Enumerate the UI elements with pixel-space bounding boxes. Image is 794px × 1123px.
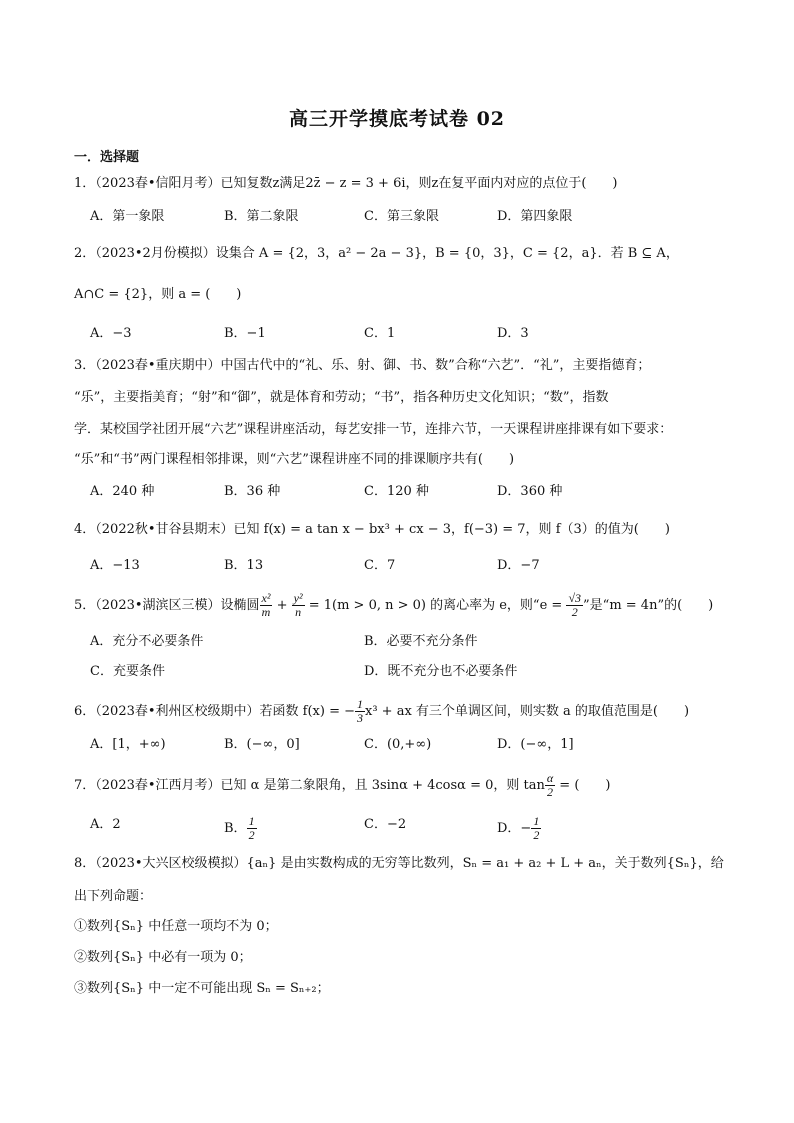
q5-mid: = 1(m > 0, n > 0) 的离心率为 e，则“e =: [304, 598, 567, 613]
q7-frac-den: 2: [547, 785, 554, 799]
q2-option-b: B．−1: [224, 326, 266, 341]
question-7: [74, 772, 734, 799]
q5-frac3-num: √3: [568, 591, 582, 605]
q7-option-d: [497, 815, 541, 842]
question-3-line-1: 3．（2023春•重庆期中）中国古代中的“礼、乐、射、御、书、数”合称“六艺”．“礼”，主要指德育；: [74, 358, 651, 373]
q4-option-a: A．−13: [90, 558, 140, 573]
q5-frac2-num: y²: [293, 591, 303, 605]
q5-plus: +: [272, 598, 292, 613]
q3-option-d: D．360 种: [497, 484, 563, 499]
q6-option-c: C．(0,+∞): [364, 737, 432, 752]
q2-option-c: C．1: [364, 326, 396, 341]
question-8-line-1: 8．（2023•大兴区校级模拟）{aₙ} 是由实数构成的无穷等比数列，Sₙ = a₁ + a₂ + L + aₙ，关于数列{Sₙ}，给: [74, 856, 724, 871]
q5-suffix: ”是“m = 4n”的( ): [583, 598, 714, 613]
question-8-line-2: 出下列命题：: [74, 889, 153, 904]
q4-option-b: B．13: [224, 558, 264, 573]
q6-option-a: A．[1，+∞): [90, 737, 166, 752]
q3-option-b: B．36 种: [224, 484, 281, 499]
q7-option-d-den: 2: [533, 828, 540, 842]
q7-option-b: [224, 815, 257, 842]
q6-option-b: B．(−∞，0]: [224, 737, 300, 752]
q5-option-c: C．充要条件: [90, 664, 165, 679]
section-heading: 一．选择题: [74, 150, 140, 165]
q7-option-c: C．−2: [364, 817, 407, 832]
q5-option-a: A．充分不必要条件: [90, 634, 204, 649]
q1-option-d: D．第四象限: [497, 209, 573, 224]
q5-fraction-e: [566, 592, 583, 619]
q6-frac-num: 1: [357, 697, 363, 711]
q8-statement-2: ②数列{Sₙ} 中必有一项为 0；: [74, 950, 252, 965]
q4-option-d: D．−7: [497, 558, 540, 573]
q6-suffix: x³ + ax 有三个单调区间，则实数 a 的取值范围是( ): [365, 704, 690, 719]
q1-option-a: A．第一象限: [90, 209, 165, 224]
page-title: 高三开学摸底考试卷 02: [288, 108, 506, 130]
q6-option-d: D．(−∞，1]: [497, 737, 574, 752]
question-5: [74, 592, 734, 619]
question-3-line-4: “乐”和“书”两门课程相邻排课，则“六艺”课程讲座不同的排课顺序共有( ): [74, 452, 515, 467]
q3-option-a: A．240 种: [90, 484, 155, 499]
q5-fraction-y: [292, 592, 305, 619]
q7-option-d-fraction: [531, 815, 541, 842]
question-3-line-2: “乐”，主要指美育；“射”和“御”，就是体育和劳动；“书”，指各种历史文化知识；“数”，指数: [74, 390, 609, 405]
q7-option-b-fraction: [247, 815, 257, 842]
question-2-line-2: A∩C = {2}，则 a = ( ): [74, 287, 242, 302]
q3-option-c: C．120 种: [364, 484, 429, 499]
q5-frac1-den: m: [261, 605, 271, 619]
q7-option-b-den: 2: [248, 828, 255, 842]
q7-option-a: A．2: [90, 817, 121, 832]
question-3-line-3: 学．某校国学社团开展“六艺”课程讲座活动，每艺安排一节，连排六节，一天课程讲座排课有如下要求：: [74, 422, 673, 437]
q7-fraction: [545, 772, 555, 799]
q6-frac-den: 3: [357, 711, 363, 725]
q1-option-b: B．第二象限: [224, 209, 299, 224]
q2-option-d: D．3: [497, 326, 529, 341]
q7-option-b-prefix: B．: [224, 821, 247, 836]
q4-option-c: C．7: [364, 558, 396, 573]
q7-prefix: 7．（2023春•江西月考）已知 α 是第二象限角，且 3sinα + 4cosα = 0，则 tan: [74, 778, 545, 793]
q7-option-b-num: 1: [248, 814, 255, 828]
q5-frac2-den: n: [295, 605, 302, 619]
q5-frac1-num: x²: [261, 591, 271, 605]
q7-option-d-prefix: D．−: [497, 821, 532, 836]
q7-option-d-num: 1: [533, 814, 540, 828]
q6-fraction: [355, 698, 365, 725]
question-6: [74, 698, 734, 725]
q5-prefix: 5．（2023•湖滨区三模）设椭圆: [74, 598, 260, 613]
q7-frac-num: α: [546, 771, 554, 785]
q8-statement-1: ①数列{Sₙ} 中任意一项均不为 0；: [74, 919, 278, 934]
q7-suffix: = ( ): [555, 778, 611, 793]
question-1: 1．（2023春•信阳月考）已知复数z满足2z̄ − z = 3 + 6i，则z在复平面内对应的点位于( ): [74, 176, 618, 191]
q1-option-c: C．第三象限: [364, 209, 439, 224]
q5-fraction-x: [260, 592, 273, 619]
q5-option-b: B．必要不充分条件: [364, 634, 478, 649]
question-4: 4．（2022秋•甘谷县期末）已知 f(x) = a tan x − bx³ + cx − 3，f(−3) = 7，则 f（3）的值为( ): [74, 522, 670, 537]
q2-option-a: A．−3: [90, 326, 132, 341]
q5-option-d: D．既不充分也不必要条件: [364, 664, 518, 679]
q5-frac3-den: 2: [571, 605, 578, 619]
question-2-line-1: 2．（2023•2月份模拟）设集合 A = {2，3，a² − 2a − 3}，B = {0，3}，C = {2，a}．若 B ⊆ A，: [74, 246, 679, 261]
q6-prefix: 6．（2023春•利州区校级期中）若函数 f(x) = −: [74, 704, 355, 719]
q8-statement-3: ③数列{Sₙ} 中一定不可能出现 Sₙ = Sₙ₊₂；: [74, 981, 330, 996]
